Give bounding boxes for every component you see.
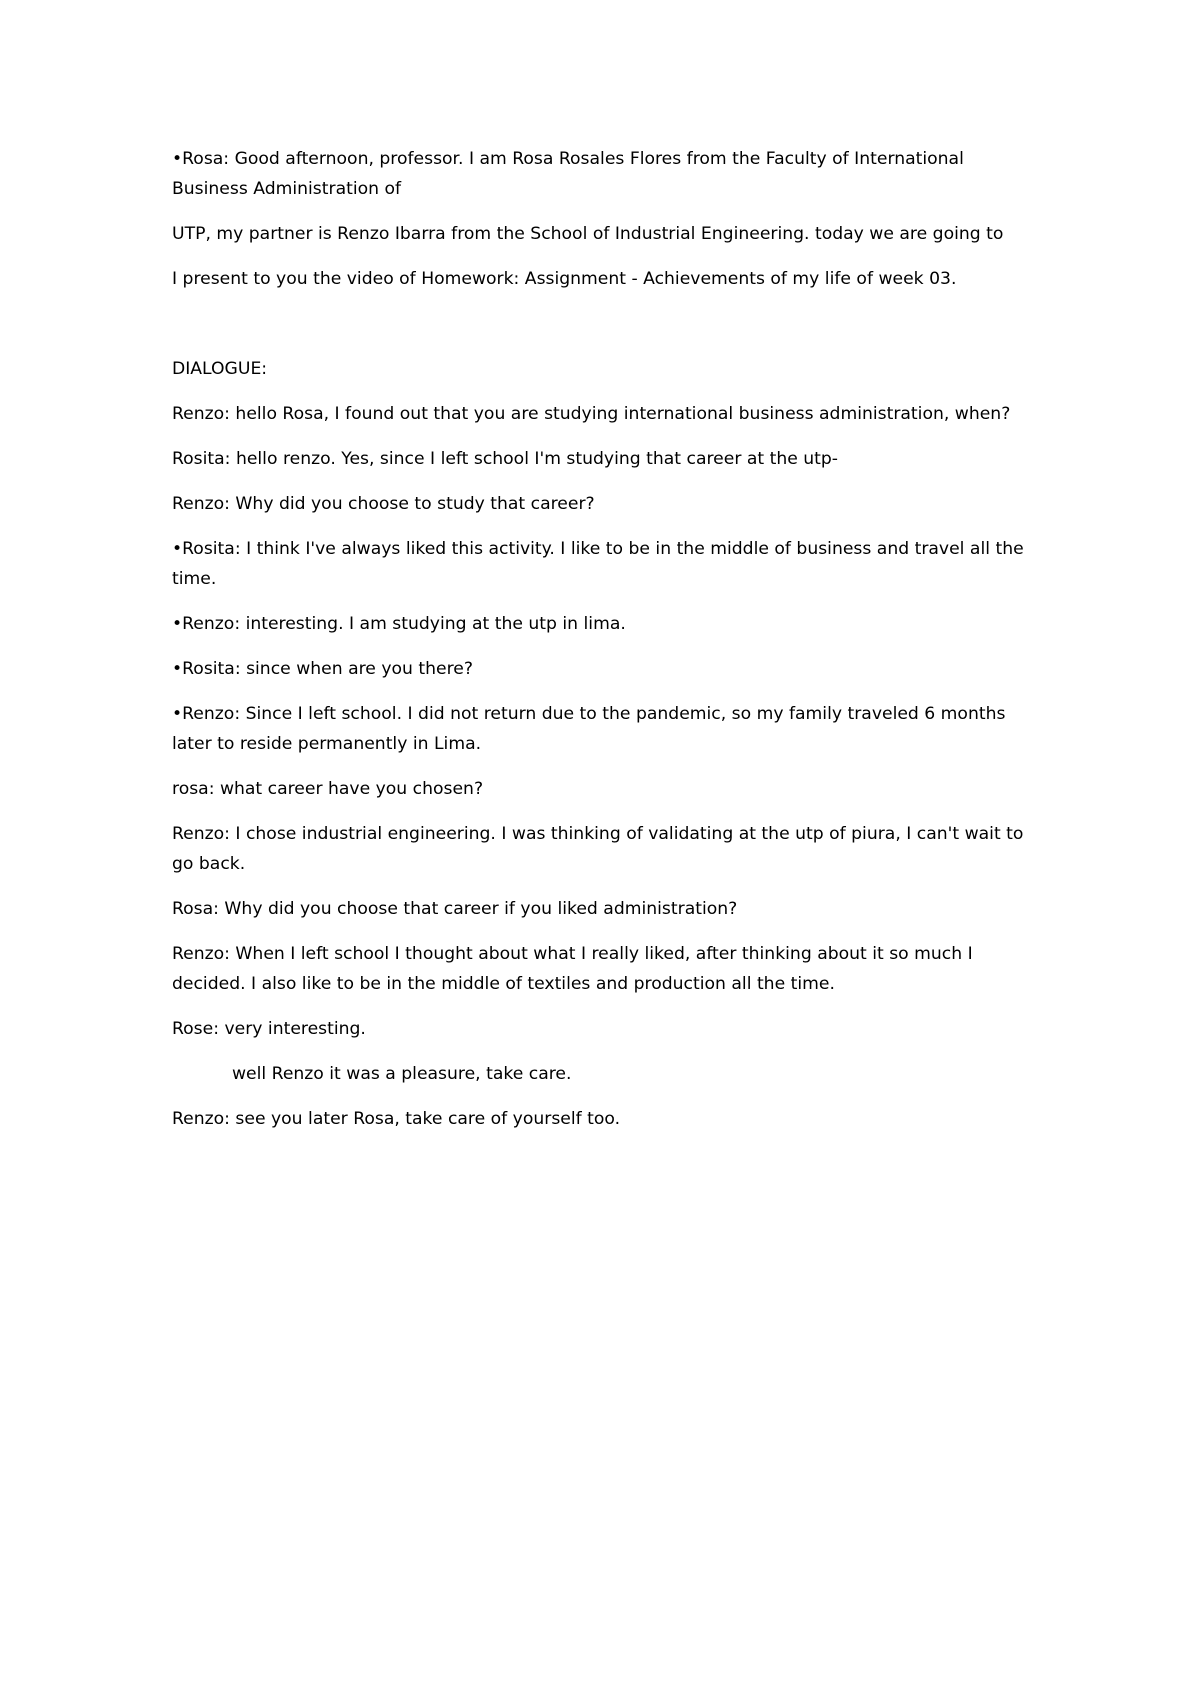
dialogue-line: Renzo: I chose industrial engineering. I was thinking of validating at the utp of piura, I can't wait to go back. <box>172 824 1024 874</box>
intro-paragraph: I present to you the video of Homework: Assignment - Achievements of my life of week 03. <box>172 269 957 289</box>
dialogue-line: •Renzo: Since I left school. I did not return due to the pandemic, so my family traveled 6 months later to reside permanently in Lima. <box>172 704 1006 754</box>
dialogue-line: well Renzo it was a pleasure, take care. <box>232 1064 572 1084</box>
intro-paragraph: •Rosa: Good afternoon, professor. I am Rosa Rosales Flores from the Faculty of International Business Administration of <box>172 149 964 199</box>
dialogue-line: Rosa: Why did you choose that career if you liked administration? <box>172 899 738 919</box>
dialogue-heading: DIALOGUE: <box>172 359 268 379</box>
dialogue-line: Renzo: When I left school I thought about what I really liked, after thinking about it so much I decided. I also like to be in the middle of textiles and production all the time. <box>172 944 973 994</box>
dialogue-line: •Rosita: I think I've always liked this activity. I like to be in the middle of business and travel all the time. <box>172 539 1024 589</box>
dialogue-line: Renzo: see you later Rosa, take care of yourself too. <box>172 1109 621 1129</box>
dialogue-line: •Rosita: since when are you there? <box>172 659 473 679</box>
dialogue-line: Renzo: hello Rosa, I found out that you are studying international business administration, when? <box>172 404 1011 424</box>
dialogue-line: •Renzo: interesting. I am studying at the utp in lima. <box>172 614 626 634</box>
dialogue-line: Renzo: Why did you choose to study that career? <box>172 494 595 514</box>
document-body <box>172 144 1042 1149</box>
intro-paragraph: UTP, my partner is Renzo Ibarra from the School of Industrial Engineering. today we are going to <box>172 224 1004 244</box>
dialogue-line: rosa: what career have you chosen? <box>172 779 484 799</box>
dialogue-line: Rose: very interesting. <box>172 1019 366 1039</box>
dialogue-line: Rosita: hello renzo. Yes, since I left school I'm studying that career at the utp- <box>172 449 839 469</box>
